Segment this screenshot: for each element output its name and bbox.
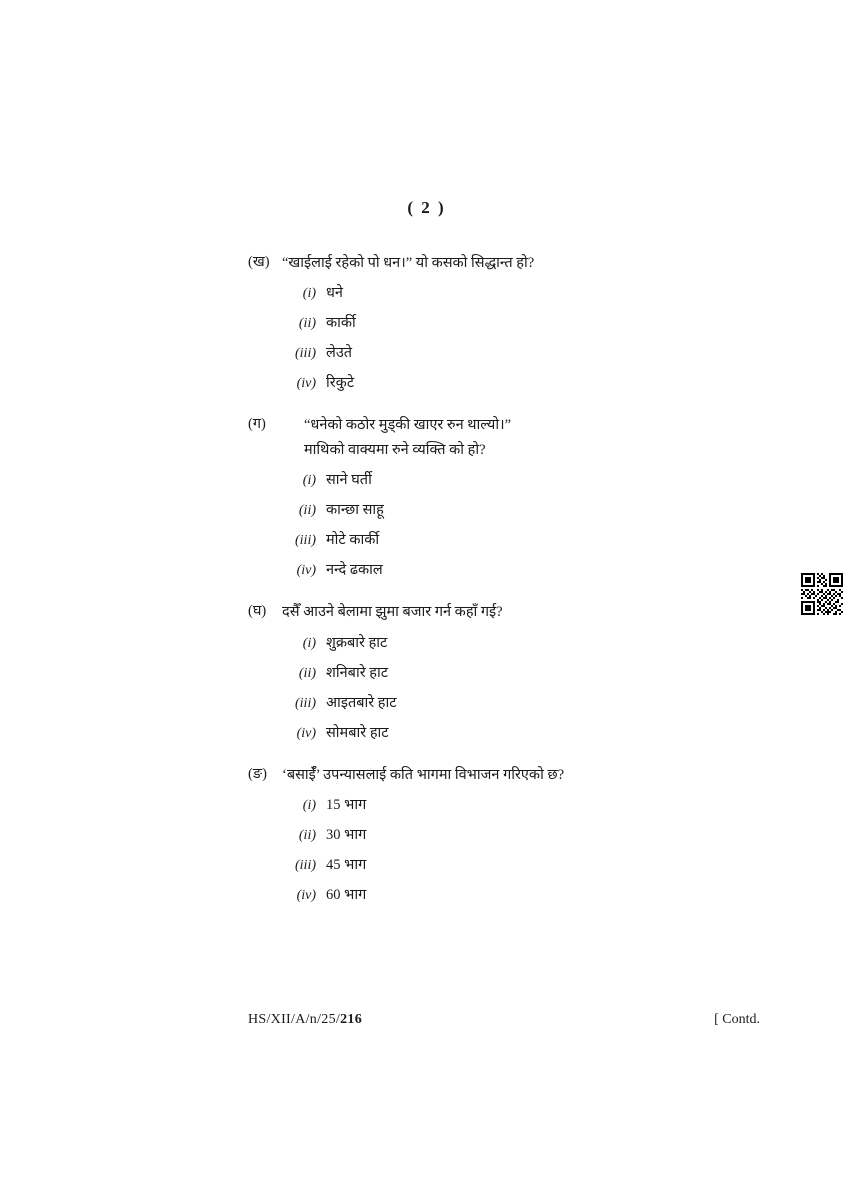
option-item[interactable] xyxy=(278,342,718,362)
option-number: (ii) xyxy=(298,503,316,519)
option-label: लेउते xyxy=(326,345,353,362)
option-item[interactable] xyxy=(278,529,718,549)
question-ga-head xyxy=(248,414,718,461)
question-ga-text-line2: माथिको वाक्यमा रुने व्यक्ति को हो? xyxy=(304,441,486,458)
question-kha-options xyxy=(248,282,718,392)
option-label: 30 भाग xyxy=(326,827,367,844)
question-ga-options xyxy=(248,469,718,579)
option-item[interactable] xyxy=(278,469,718,489)
question-ga xyxy=(248,414,718,579)
option-item[interactable] xyxy=(278,632,718,652)
option-number: (iv) xyxy=(296,725,316,741)
option-label: मोटे कार्की xyxy=(326,532,380,549)
option-number: (iii) xyxy=(295,695,316,711)
option-label: शुक्रबारे हाट xyxy=(326,634,388,651)
option-label: सोमबारे हाट xyxy=(326,724,389,741)
question-gha-label: (घ) xyxy=(248,603,267,620)
option-number: (iii) xyxy=(295,858,316,874)
option-label: 45 भाग xyxy=(326,857,367,874)
option-label: आइतबारे हाट xyxy=(326,694,397,711)
option-label: कान्छा साहू xyxy=(326,502,384,519)
contd-marker: [ Contd. xyxy=(714,1012,760,1027)
option-number: (i) xyxy=(302,473,316,489)
option-number: (iv) xyxy=(296,888,316,904)
option-number: (iv) xyxy=(296,563,316,579)
option-label: नन्दे ढकाल xyxy=(326,562,383,579)
option-item[interactable] xyxy=(278,662,718,682)
question-nga-label: (ङ) xyxy=(248,765,267,782)
option-number: (iii) xyxy=(295,533,316,549)
question-nga xyxy=(248,764,718,904)
option-number: (i) xyxy=(302,635,316,651)
option-number: (iii) xyxy=(295,346,316,362)
option-label: कार्की xyxy=(326,315,356,332)
option-number: (iv) xyxy=(296,376,316,392)
paper-code-suffix: 216 xyxy=(340,1012,362,1027)
page-footer xyxy=(248,1012,760,1028)
option-label: शनिबारे हाट xyxy=(326,664,389,681)
question-gha-head xyxy=(248,601,718,623)
qr-code-svg xyxy=(801,573,843,615)
question-kha-label: (ख) xyxy=(248,254,270,270)
question-kha-head xyxy=(248,252,718,274)
question-gha-options xyxy=(248,632,718,742)
page-number xyxy=(0,198,853,218)
page-number-text: ( 2 ) xyxy=(407,198,446,217)
option-label: रिकुटे xyxy=(326,375,355,392)
option-number: (ii) xyxy=(298,828,316,844)
option-item[interactable] xyxy=(278,794,718,814)
option-item[interactable] xyxy=(278,884,718,904)
question-ga-label: (ग) xyxy=(248,416,266,433)
option-label: 60 भाग xyxy=(326,887,367,904)
option-item[interactable] xyxy=(278,692,718,712)
option-number: (i) xyxy=(302,798,316,814)
option-label: धने xyxy=(326,285,343,302)
option-number: (i) xyxy=(302,286,316,302)
question-kha-text: “खाईलाई रहेको पो धन।” यो कसको सिद्धान्त हो? xyxy=(282,255,535,271)
question-gha-text: दसैँ आउने बेलामा झुमा बजार गर्न कहाँ गई? xyxy=(282,604,503,621)
paper-code-prefix: HS/XII/A/n/25/ xyxy=(248,1012,341,1027)
option-item[interactable] xyxy=(278,312,718,332)
option-item[interactable] xyxy=(278,824,718,844)
questions-container xyxy=(248,252,718,914)
option-item[interactable] xyxy=(278,722,718,742)
option-item[interactable] xyxy=(278,499,718,519)
question-nga-text: ‘बसाईँ’ उपन्यासलाई कति भागमा विभाजन गरिएको छ? xyxy=(282,766,565,783)
question-nga-head xyxy=(248,764,718,786)
option-item[interactable] xyxy=(278,372,718,392)
option-label: 15 भाग xyxy=(326,797,367,814)
question-kha xyxy=(248,252,718,392)
qr-code-icon xyxy=(801,573,843,615)
option-number: (ii) xyxy=(298,665,316,681)
option-item[interactable] xyxy=(278,559,718,579)
paper-code xyxy=(248,1012,362,1028)
question-gha xyxy=(248,601,718,741)
option-item[interactable] xyxy=(278,854,718,874)
option-label: साने घर्ती xyxy=(326,472,372,489)
question-ga-text-line1: “धनेको कठोर मुड्की खाएर रुन थाल्यो।” xyxy=(304,417,512,434)
question-ga-text xyxy=(282,414,718,461)
option-number: (ii) xyxy=(298,316,316,332)
option-item[interactable] xyxy=(278,282,718,302)
question-nga-options xyxy=(248,794,718,904)
